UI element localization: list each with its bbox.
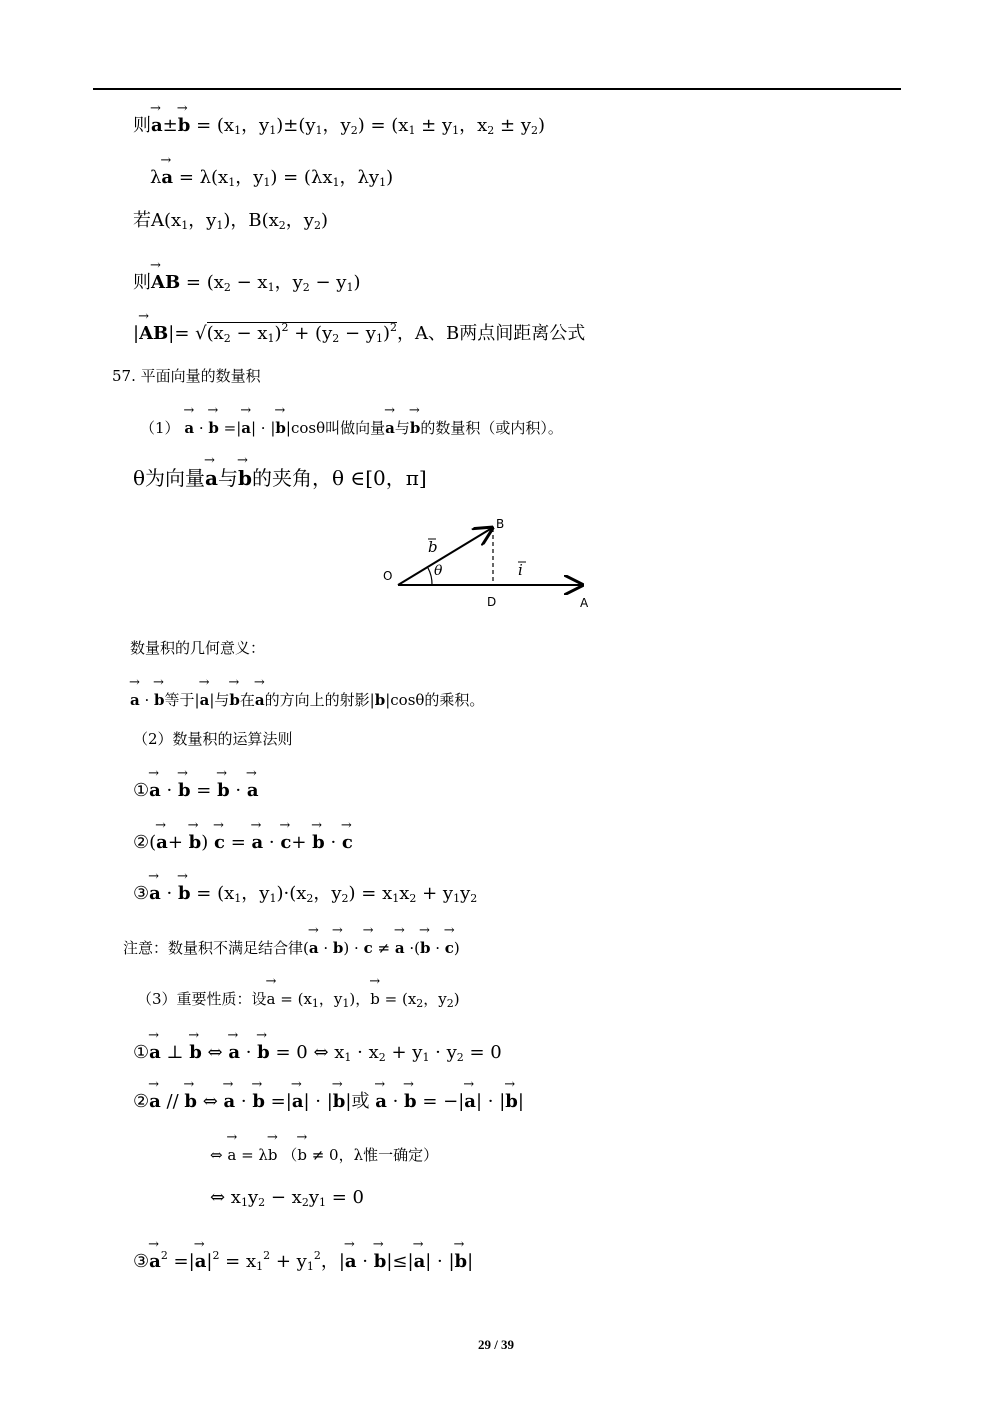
label-o: O [383, 569, 393, 583]
formula-scalar-multiple: $\lambda\to a = \lambda(x_1$，$y_1) = (\lambda x_1$，$\lambda y_1$) [150, 160, 393, 190]
text-projection-meaning: → a · → b等于|→ a|与→ b在→ a的方向上的射影|b|cosθ的乘积。 [130, 682, 484, 712]
header-rule [93, 88, 901, 90]
label-a: A [580, 596, 589, 610]
note-associative: 注意：数量积不满足结合律(→ a · → b) · → c ≠ → a ·(→ b · → c) [123, 930, 460, 960]
angle-arc [428, 568, 432, 585]
label-d: D [487, 595, 497, 609]
rule-distributive: ②(→ a+ → b) → c = → a · → c+ → b · → c [133, 825, 353, 855]
text-points-ab: 若$A(x_1$，$y_1$)，$B(x_2$，$y_2$) [133, 210, 328, 232]
formula-vector-ab: 则→ AB = ($x_2 - x_1$，$y_2 - y_1$) [133, 265, 360, 295]
label-theta: θ [434, 563, 443, 579]
projection-diagram [370, 510, 610, 620]
text-geometric-meaning: 数量积的几何意义： [130, 639, 266, 657]
label-vec-i: i [518, 561, 523, 579]
formula-distance: |→ $AB|= √(x_2 - x_1)^2 + (y_2 - y_1)^2$，A、B两点间距离公式 [133, 316, 585, 346]
property-magnitude: ③→ $a^2$ =|→ $a|^2 = x_1^2 + y_1^2$，|→ a · → b|≤|→ a| · |→ b| [133, 1244, 473, 1274]
formula-vector-add-sub: 则→ $a\pm\to b = (x_1$，$y_1)\pm(y_1$，$y_2) = (x_1 \pm y_1$，$x_2 \pm y_2$) [133, 108, 545, 138]
rule-commutative: ①→ a · → b = → b · → a [133, 773, 259, 803]
rule-coordinate: ③→ a · → $b = (x_1$，$y_1)\cdot(x_2$，$y_2) = x_1x_2 + y_1y_2$ [133, 876, 477, 906]
text-angle-range: θ为向量→ a与→ b的夹角，θ ∈[0，π] [133, 460, 427, 490]
label-vec-b: b [428, 538, 438, 556]
section-heading-57: 57. 平面向量的数量积 [112, 367, 261, 385]
page-number: 29 / 39 [477, 1337, 515, 1352]
label-b: B [496, 517, 505, 531]
property-cross: ⇔ $x_1y_2 - x_2y_1 = 0$ [210, 1187, 364, 1209]
section-properties: （3）重要性质：设→ $a = (x_1$，$y_1$)，→ $b = (x_2$，$y_2$) [137, 981, 460, 1011]
vector-ob-line [398, 528, 492, 585]
definition-dot-product: （1） → a · → b =|→ a| · |→ b|cosθ叫做向量→ a与→ b的数量积（或内积）。 [140, 410, 563, 440]
property-parallel: ②→ a // → b ⇔ → a · → b =|→ a| · |→ b|或 → a · → b = −|→ a| · |→ b| [133, 1084, 524, 1114]
section-operation-rules: （2）数量积的运算法则 [133, 730, 293, 748]
property-perpendicular: ①→ a ⊥ → b ⇔ → a · → b = 0 ⇔ $x_1 \cdot x_2 + y_1 \cdot y_2 = 0$ [133, 1035, 502, 1065]
property-lambda: ⇔ → a = λ→ b （→ b ≠ 0，λ惟一确定） [210, 1137, 438, 1167]
